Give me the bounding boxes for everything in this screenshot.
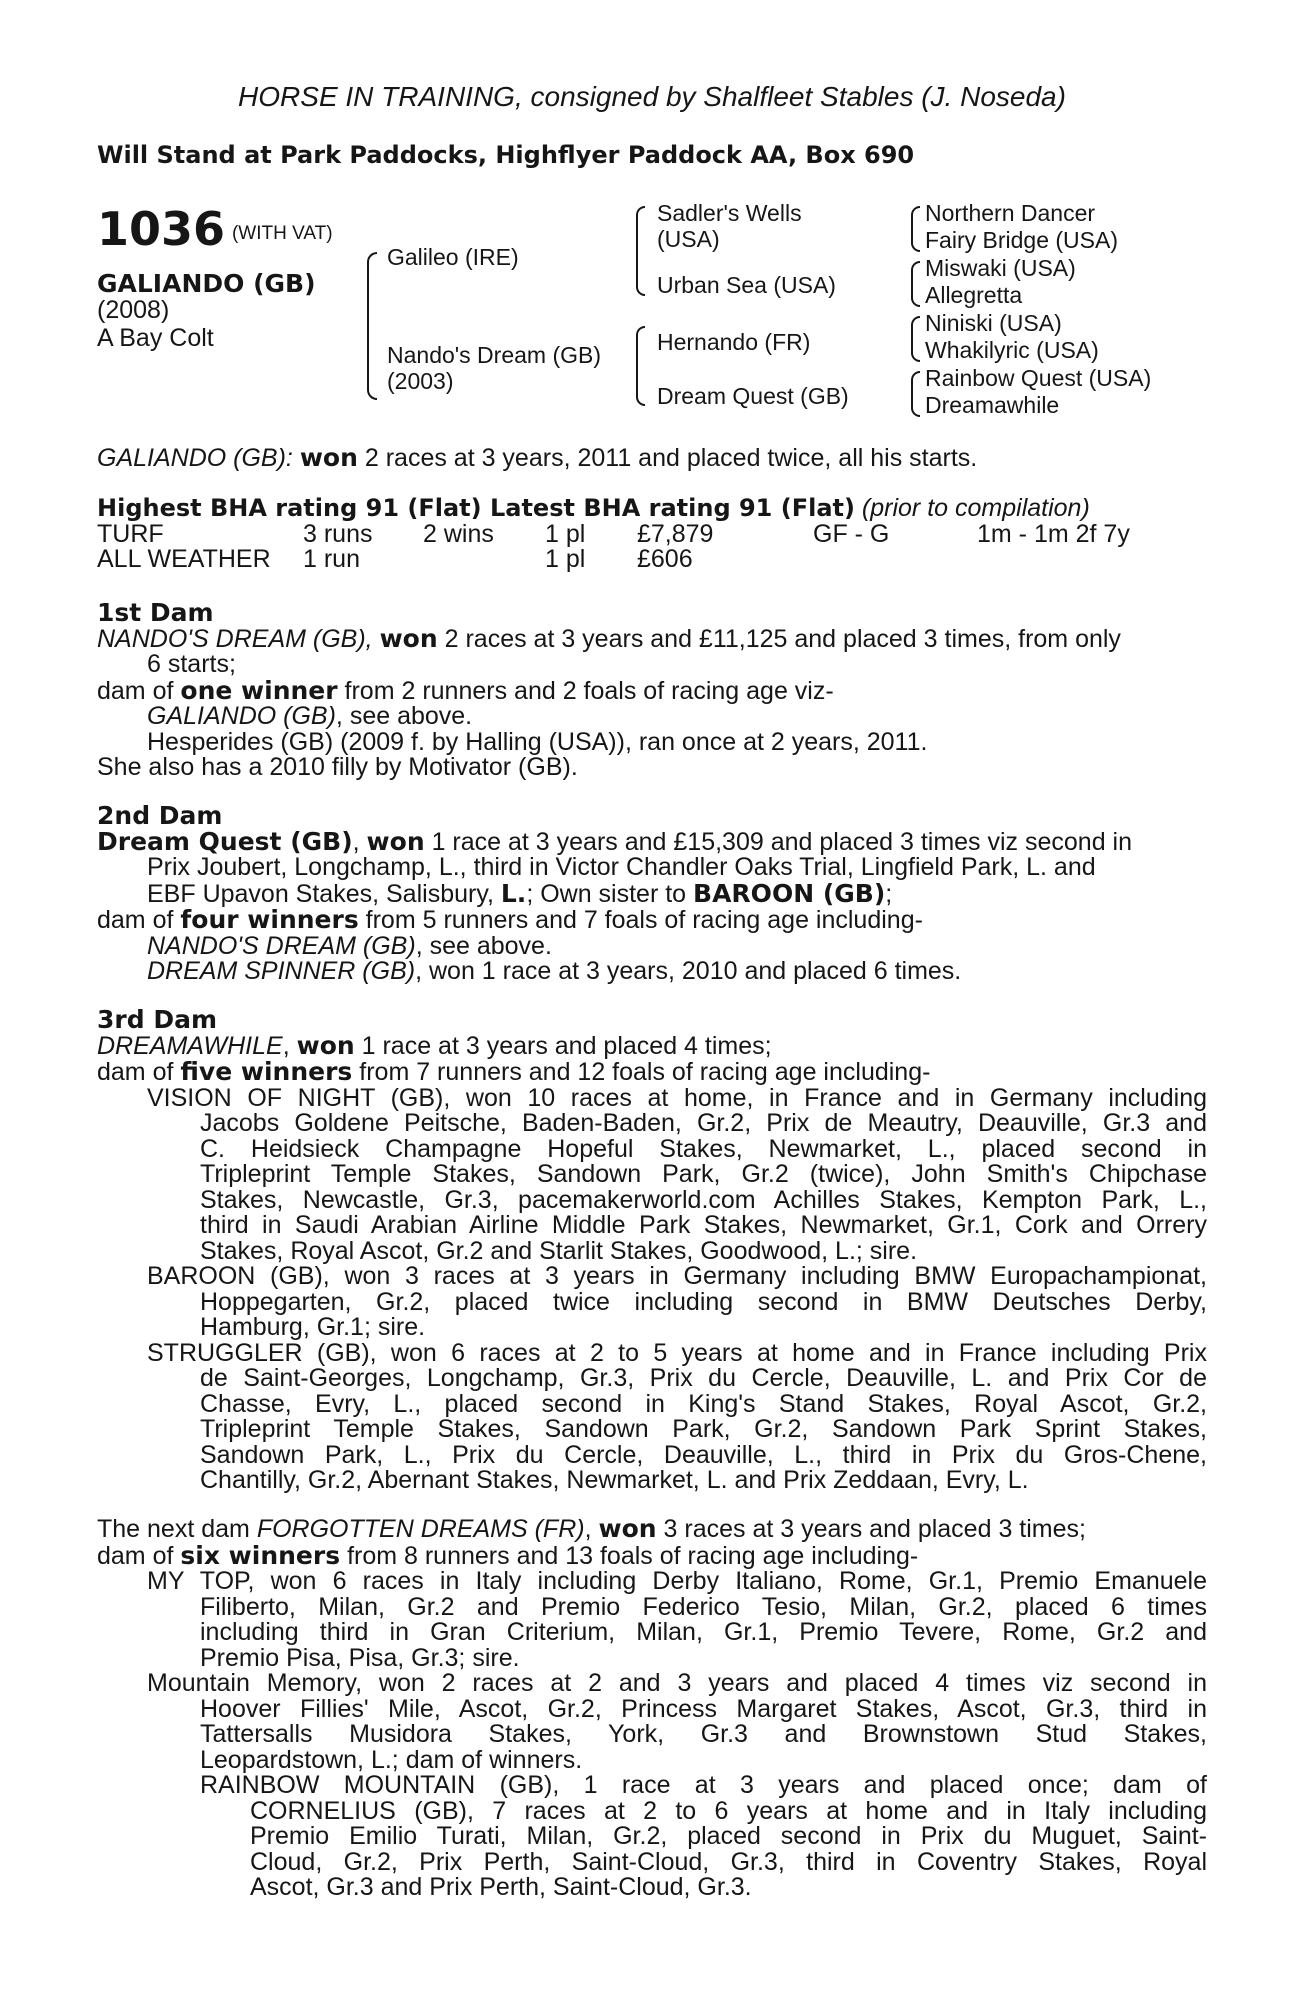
text-line: RAINBOW MOUNTAIN (GB), 1 race at 3 years and placed once; dam of [200,1771,1207,1799]
text-line: FORGOTTEN DREAMS (FR) [256,1515,585,1543]
text-line: DREAM SPINNER (GB) [147,957,416,985]
text-line: 1 race at 3 years and £15,309 and placed 3 times viz second in [431,827,1133,856]
text-line: four winners [180,905,359,934]
text-line: £7,879 [637,519,714,548]
text-line: third in Saudi Arabian Airline Middle Park Stakes, Newmarket, Gr.1, Cork and Orrery [200,1211,1207,1239]
brace [636,206,645,296]
text-line: from 8 runners and 13 foals of racing age including- [347,1541,919,1570]
stand-location: Will Stand at Park Paddocks, Highflyer Paddock AA, Box 690 [97,141,915,169]
granddam-4: Dreamawhile [925,392,1060,418]
text-line: Hoppegarten, Gr.2, placed twice including second in BMW Deutsches Derby, [200,1287,1207,1316]
text-line: Tripleprint Temple Stakes, Sandown Park, Gr.2 (twice), John Smith's Chipchase [200,1160,1207,1188]
progeny-mountain-memory [97,1671,1207,1773]
text-line: won [296,1030,355,1060]
text-line: from 5 runners and 7 foals of racing age including- [365,906,923,934]
text-line: 6 starts; [147,650,236,678]
dam-dam: Dream Quest (GB) [657,383,849,409]
text-line: DREAMAWHILE [97,1031,283,1060]
text-line: TURF [97,519,164,548]
progeny-baroon [97,1264,1207,1341]
text-line: , see above. [415,931,552,960]
grandsire-1: Northern Dancer [925,200,1096,226]
text-line: Sandown Park, L., Prix du Cercle, Deauville, L., third in Prix du Gros-Chene, [200,1440,1207,1469]
summary-name: GALIANDO (GB) [97,444,286,472]
text-line: The next dam [97,1515,250,1543]
text-line: including third in Gran Criterium, Milan, Gr.1, Premio Tevere, Rome, Gr.2 and [200,1618,1207,1646]
text-line: Stakes, Royal Ascot, Gr.2 and Starlit Stakes, Goodwood, L.; sire. [200,1236,918,1265]
text-line: from 7 runners and 12 foals of racing age including- [359,1058,931,1086]
text-line: dam of [97,1058,174,1086]
text-line: She also has a 2010 filly by Motivator (GB). [97,753,578,781]
text-line: six winners [180,1540,341,1570]
text-line: won [379,623,438,653]
race-summary [97,445,1207,472]
text-line: Premio Pisa, Pisa, Gr.3; sire. [200,1643,520,1672]
won-label: won [299,443,358,472]
text-line: ; [885,879,893,908]
first-dam-section [97,600,1207,781]
progeny-my-top [97,1569,1207,1671]
text-line: MY TOP, won 6 races in Italy including Derby Italiano, Rome, Gr.1, Premio Emanuele [147,1567,1207,1595]
text-line: Chantilly, Gr.2, Abernant Stakes, Newmarket, L. and Prix Zeddaan, Evry, L. [200,1466,1029,1494]
table-row [97,519,1207,548]
text-line: 2 races at 3 years, 2011 and placed twice, all his starts. [364,444,978,472]
rating-note: (prior to compilation) [861,494,1090,522]
text-line: Prix Joubert, Longchamp, L., third in Victor Chandler Oaks Trial, Lingfield Park, L. and [147,853,1096,881]
text-line: Jacobs Goldene Peitsche, Baden-Baden, Gr.2, Prix de Meautry, Deauville, Gr.3 and [200,1109,1207,1137]
horse-description: A Bay Colt [97,324,214,352]
text-line: Chasse, Evry, L., placed second in King's Stand Stakes, Royal Ascot, Gr.2, [200,1389,1207,1418]
text-line: dam of [97,676,174,705]
text-line: Stakes, Newcastle, Gr.3, pacemakerworld.com Achilles Stakes, Kempton Park, L., [200,1185,1207,1214]
text-line: NANDO'S DREAM (GB) [147,931,416,960]
rating-heading: Highest BHA rating 91 (Flat) Latest BHA rating 91 (Flat) [97,494,855,522]
granddam-2: Allegretta [925,282,1023,308]
text-line: 1 pl [545,545,586,573]
text-line: 2 wins [423,519,494,548]
dam: Nando's Dream (GB) [387,342,602,368]
text-line: CORNELIUS (GB), 7 races at 2 to 6 years at home and in Italy including [250,1796,1207,1825]
lot-number: 1036 [97,202,226,256]
text-line: 1 race at 3 years and placed 4 times; [361,1031,772,1060]
text-line: 3 runs [303,519,373,548]
text-line: Tripleprint Temple Stakes, Sandown Park, Gr.2, Sandown Park Sprint Stakes, [200,1415,1207,1443]
text-line: five winners [180,1057,353,1086]
brace [911,371,920,417]
text-line: Ascot, Gr.3 and Prix Perth, Saint-Cloud, Gr.3. [250,1873,752,1901]
sire-sire-country: (USA) [657,226,720,252]
text-line: BAROON (GB), won 3 races at 3 years in Germany including BMW Europachampionat, [147,1262,1207,1290]
text-line: L. [500,878,527,908]
sire-sire: Sadler's Wells [657,200,802,226]
text-line: C. Heidsieck Champagne Hopeful Stakes, Newmarket, L., placed second in [200,1134,1207,1163]
text-line: £606 [637,545,693,573]
text-line: Mountain Memory, won 2 races at 2 and 3 years and placed 4 times viz second in [147,1669,1207,1697]
grandsire-4: Rainbow Quest (USA) [925,365,1152,391]
text-line: GALIANDO (GB) [147,702,336,730]
brace [911,206,920,252]
horse-year: (2008) [97,296,170,324]
lot-heading [97,202,333,256]
text-line: STRUGGLER (GB), won 6 races at 2 to 5 years at home and in France including Prix [147,1338,1207,1367]
horse-name: GALIANDO (GB) [97,269,316,298]
text-line: Hoover Fillies' Mile, Ascot, Gr.2, Princess Margaret Stakes, Ascot, Gr.3, third in [200,1694,1207,1723]
text-line: dam of [97,1541,174,1570]
rating-block [97,496,1207,573]
text-line: NANDO'S DREAM (GB), [97,624,373,653]
text-line: one winner [180,675,338,705]
table-row [97,547,1207,573]
text-line: won [366,826,425,856]
text-line: ALL WEATHER [97,545,271,573]
text-line: from 2 runners and 2 foals of racing age viz- [344,676,834,705]
third-dam-section: 3rd Dam DREAMAWHILE, won 1 race at 3 years and placed 4 times; dam of five winners from 7 runners and 12 foals of racing age including- VISION OF NIGHT (GB), won 10 races at home, in France and in Germany including Jacobs Goldene Peitsche, Baden-Baden, Gr.2, Prix de Meautry, Deauville, Gr.3 and C. Heidsieck Champagne Hopeful Stakes, Newmarket, L., placed second in Tripleprint Temple Stakes, Sandown Park, Gr.2 (twice), John Smith's Chipchase Stakes, Newcastle, Gr.3, pacemakerworld.com Achilles Stakes, Kempton Park, L., third in Saudi Arabian Airline Middle Park Stakes, Newmarket, Gr.1, Cork and Orrery Stakes, Royal Ascot, Gr.2 and Starlit Stakes, Goodwood, L.; sire. BAROON (GB), won 3 races at 3 years in Germany including BMW Europachampionat, Hoppegarten, Gr.2, placed twice including second in BMW Deutsches Derby, Hamburg, Gr.1; sire. STRUGGLER (GB), won 6 races at 2 to 5 years at home and in France including Prix de Saint-Georges, Longchamp, Gr.3, Prix du Cercle, Deauville, L. and Prix Cor de Chasse, Evry, L., placed second in King's Stand Stakes, Royal Ascot, Gr.2, Tripleprint Temple Stakes, Sandown Park, Gr.2, Sandown Park Sprint Stakes, Sandown Park, L., Prix du Cercle, Deauville, L., third in Prix du Gros-Chene, Chantilly, Gr.2, Abernant Stakes, Newmarket, L. and Prix Zeddaan, Evry, L. [97,1005,1207,1494]
text-line: Cloud, Gr.2, Prix Perth, Saint-Cloud, Gr.3, third in Coventry Stakes, Royal [250,1847,1207,1876]
text-line: , see above. [335,702,473,730]
text-line: 3 races at 3 years and placed 3 times; [663,1515,1086,1543]
text-line: Hesperides (GB) (2009 f. by Halling (USA)), ran once at 2 years, 2011. [147,727,928,756]
section-heading: 2nd Dam [97,801,223,830]
text-line: Dream Quest (GB) [97,826,353,856]
brace [636,326,645,406]
next-dam-section [97,1516,1207,1901]
text-line: ; Own sister to [526,879,687,908]
progeny-struggler [97,1338,1207,1494]
text-line: Hamburg, Gr.1; sire. [200,1313,426,1341]
granddam-1: Fairy Bridge (USA) [925,227,1118,253]
second-dam-section: 2nd Dam Dream Quest (GB), won 1 race at 3 years and £15,309 and placed 3 times viz second in Prix Joubert, Longchamp, L., third in Victor Chandler Oaks Trial, Lingfield Park, L. and EBF Upavon Stakes, Salisbury, L.; Own sister to BAROON (GB); dam of four winners from 5 runners and 7 foals of racing age including- NANDO'S DREAM (GB), see above. DREAM SPINNER (GB), won 1 race at 3 years, 2010 and placed 6 times. [97,803,1207,985]
text-line: 2 races at 3 years and £11,125 and placed 3 times, from only [444,624,1121,653]
text-line: Leopardstown, L.; dam of winners. [200,1745,583,1774]
text-line: Tattersalls Musidora Stakes, York, Gr.3 and Brownstown Stud Stakes, [200,1720,1207,1748]
text-line: : [285,444,293,472]
granddam-3: Whakilyric (USA) [925,337,1099,363]
grandsire-3: Niniski (USA) [925,310,1062,336]
section-heading: 3rd Dam [97,1005,217,1034]
brace [367,252,377,400]
text-line: dam of [97,906,174,934]
dam-year: (2003) [387,368,454,394]
text-line: de Saint-Georges, Longchamp, Gr.3, Prix du Cercle, Deauville, L. and Prix Cor de [200,1364,1207,1392]
sire: Galileo (IRE) [387,244,519,270]
vat-label: (WITH VAT) [231,223,333,244]
sire-dam: Urban Sea (USA) [657,272,836,298]
text-line: 1 run [303,545,360,573]
text-line: 1 pl [545,519,586,548]
brace [911,261,920,307]
section-heading: 1st Dam [97,598,214,627]
text-line: VISION OF NIGHT (GB), won 10 races at home, in France and in Germany including [147,1083,1207,1112]
text-line: BAROON (GB) [693,878,886,908]
grandsire-2: Miswaki (USA) [925,255,1076,281]
text-line: won [598,1514,657,1543]
progeny-vision-of-night [97,1083,1207,1265]
text-line: Filiberto, Milan, Gr.2 and Premio Federico Tesio, Milan, Gr.2, placed 6 times [200,1592,1207,1621]
dam-sire: Hernando (FR) [657,329,811,355]
text-line: , won 1 race at 3 years, 2010 and placed 6 times. [415,957,962,985]
text-line: EBF Upavon Stakes, Salisbury, [147,879,494,908]
text-line: , [584,1515,592,1543]
text-line: Premio Emilio Turati, Milan, Gr.2, placed second in Prix du Muguet, Saint- [250,1822,1207,1850]
brace [911,316,920,362]
text-line: GF - G [813,519,890,548]
text-line: 1m - 1m 2f 7y [977,519,1130,548]
page-title: HORSE IN TRAINING, consigned by Shalfleet Stables (J. Noseda) [238,81,1066,112]
progeny-rainbow-mountain [97,1773,1207,1901]
